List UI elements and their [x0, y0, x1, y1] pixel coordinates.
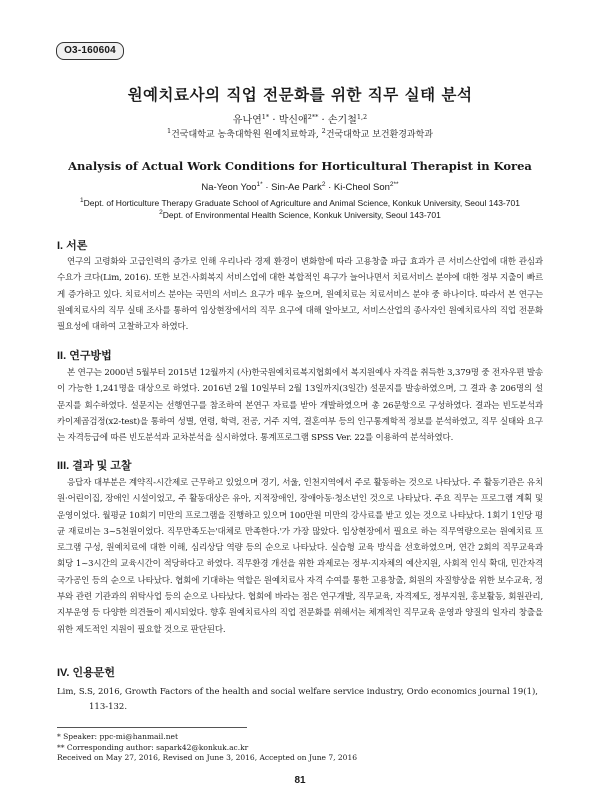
author-name: 박신애 — [278, 115, 308, 126]
reference-line: Lim, S.S, 2016, Growth Factors of the health and social welfare service industry, Ordo economics journal 19(1), — [57, 687, 538, 697]
section-body-methods — [57, 365, 543, 446]
section-heading-methods: II. 연구방법 — [57, 350, 112, 362]
author-affil-mark: 2 — [321, 181, 326, 188]
section-heading-intro: I. 서론 — [57, 240, 88, 252]
affil-text: 건국대학교 농축대학원 원예치료학과, — [171, 130, 319, 140]
footnote-received: Received on May 27, 2016, Revised on June 3, 2016, Accepted on June 7, 2016 — [57, 753, 357, 762]
author-separator: · — [265, 182, 272, 193]
author-separator: · — [272, 115, 279, 126]
footnote-divider — [57, 727, 247, 728]
page-number: 81 — [294, 775, 306, 786]
english-affiliation-1 — [0, 198, 600, 208]
author-affil-mark: 1* — [261, 113, 270, 121]
reference-line: 113-132. — [89, 702, 128, 712]
author-name: Ki-Cheol Son — [333, 182, 390, 193]
author-name: 손기철 — [327, 115, 357, 126]
author-separator: · — [328, 182, 334, 193]
korean-title: 원예치료사의 직업 전문화를 위한 직무 실태 분석 — [127, 85, 473, 104]
section-body-intro — [57, 254, 543, 335]
author-separator: · — [321, 115, 328, 126]
english-title: Analysis of Actual Work Conditions for Horticultural Therapist in Korea — [68, 159, 532, 173]
author-affil-mark: 1* — [256, 181, 263, 188]
affil-text: Dept. of Environmental Health Science, Konkuk University, Seoul 143-701 — [162, 210, 441, 220]
korean-affiliations — [0, 127, 600, 140]
author-name: Na-Yeon Yoo — [201, 182, 257, 193]
author-affil-mark: 2** — [307, 113, 319, 121]
author-name: 유나연 — [232, 115, 262, 126]
paragraph: 본 연구는 2000년 5월부터 2015년 12월까지 (사)한국원예치료복지협회에서 복지원예사 자격을 취득한 3,379명 중 전자우편 발송이 가능한 1,241명을 대상으로 하였다. 2016년 2월 10일부터 2월 13일까지(3일간) 설문지를 발송하였으며, 그 결과 총 206명의 설문지를 회수하였다. 설문지는 선행연구를 참조하여 본연구 자료를 받아 개발하였으며 총 26문항으로 구성하였다. 결과는 빈도분석과 카이제곱검정(x2-test)을 통하여 성별, 연령, 학력, 전공, 거주 지역, 결혼여부 등의 인구통계학적 정보를 분석하였고, 직무 실태와 요구는 자격등급에 따른 빈도분석과 교차분석을 실시하였다. 통계프로그램 SPSS Ver. 22를 이용하여 분석하였다. — [57, 368, 543, 444]
section-heading-references: IV. 인용문헌 — [57, 667, 115, 679]
section-body-results — [57, 475, 543, 638]
author-affil-mark: 2** — [389, 181, 399, 188]
paragraph: 응답자 대부분은 계약직-시간제로 근무하고 있었으며 경기, 서울, 인천지역에서 주로 활동하는 것으로 나타났다. 주 활동기관은 유치원·어린이집, 장애인 시설이었고, 주 활동대상은 유아, 지적장애인, 장애아동·청소년인 것으로 나타났다. 주요 직무는 프로그램 계획 및 운영이었다. 월평균 10회기 미만의 프로그램을 진행하고 있으며 100만원 미만의 강사료를 받고 있는 것으로 나타났다. 1회기 1인당 평균 재료비는 3~5천원이었다. 직무만족도는'대체로 만족한다.'가 가장 많았다. 임상현장에서 필요로 하는 직무역량으로는 원예치료 프로그램 구성, 원예치료에 대한 이해, 심리상담 역량 등의 순으로 나타났다. 실습형 교육 방식을 선호하였으며, 연간 2회의 직무교육과 회당 1~3시간의 교육시간이 적당하다고 하였다. 직무환경 개선을 위한 과제로는 정부·지자체의 예산지원, 사회적 인식 확대, 민간자격 국가공인 등의 순으로 나타났다. 협회에 기대하는 역할은 원예치료사 자격 수여를 통한 고용창출, 회원의 자질향상을 위한 보수교육, 정부와 관련 기관과의 위탁사업 등의 순으로 나타났다. 협회에 바라는 점은 연구개발, 직무교육, 자격제도, 정부지원, 홍보활동, 회원관리, 지부운영 등 다양한 의견들이 제시되었다. 향후 원예치료사의 직업 전문화를 위해서는 체계적인 직무교육 운영과 양질의 일자리 창출을 위한 제도적인 지원이 필요할 것으로 판단된다. — [57, 478, 543, 635]
reference-entry — [57, 685, 543, 715]
footnote-corresponding: ** Corresponding author: sapark42@konkuk.ac.kr — [57, 742, 249, 752]
section-heading-results: III. 결과 및 고찰 — [57, 460, 132, 472]
affil-text: 건국대학교 보건환경과학과 — [325, 130, 434, 140]
affil-text: Dept. of Horticulture Therapy Graduate School of Agriculture and Animal Science, Konkuk University, Seoul 143-701 — [83, 198, 520, 208]
author-affil-mark: 1,2 — [356, 113, 368, 121]
english-affiliation-2 — [0, 210, 600, 220]
korean-authors — [0, 111, 600, 126]
footnotes — [57, 732, 543, 764]
author-name: Sin-Ae Park — [271, 182, 322, 193]
affil-mark: 2 — [159, 209, 163, 216]
paragraph: 연구의 고령화와 고급인력의 증가로 인해 우리나라 경제 환경이 변화함에 따라 고용창출 파급 효과가 큰 서비스산업에 대한 관심과 수요가 크다(Lim, 2016). 또한 보건·사회복지 서비스업에 대한 복합적인 욕구가 늘어나면서 치료서비스 분야에 대한 정부 지출이 빠르게 증가하고 있다. 치료서비스 분야는 국민의 서비스 요구가 매우 높으며, 원예치료는 치료서비스 분야 중 하나이다. 따라서 본 연구는 원예치료사의 직무 실태 조사를 통하여 임상현장에서의 직무 요구에 대해 알아보고, 서비스산업의 종사자인 원예치료사의 직업 전문화 필요성에 대하여 고찰하고자 하였다. — [57, 257, 543, 333]
english-authors — [0, 182, 600, 193]
paper-id-badge: O3-160604 — [56, 42, 124, 60]
affil-mark: 1 — [80, 197, 84, 204]
affil-mark: 2 — [321, 127, 326, 135]
footnote-speaker: * Speaker: ppc-mi@hanmail.net — [57, 732, 178, 741]
affil-mark: 1 — [166, 127, 172, 135]
